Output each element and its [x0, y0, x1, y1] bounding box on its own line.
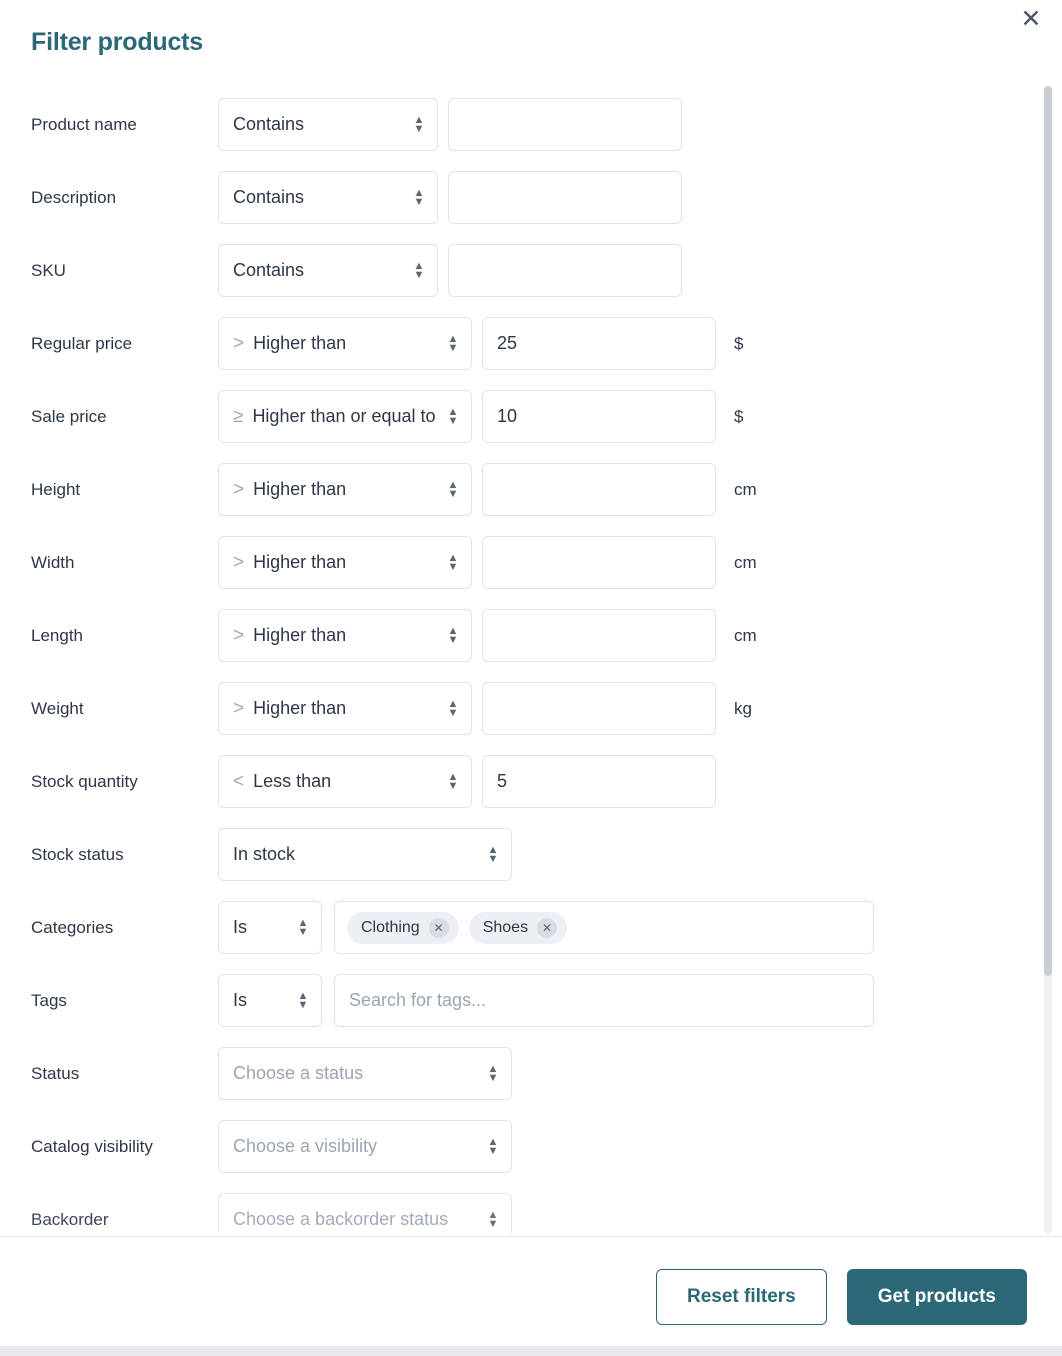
chip-category[interactable] [347, 912, 459, 944]
operator-value-weight: Higher than [253, 698, 347, 718]
label-categories: Categories [31, 917, 114, 937]
value-text-stock-quantity: 5 [497, 771, 508, 791]
value-input-length[interactable] [482, 609, 716, 662]
value-input-width[interactable] [482, 536, 716, 589]
operator-symbol-icon: > [233, 624, 245, 646]
operator-symbol-icon: > [233, 478, 245, 500]
chevron-updown-icon: ▲ ▼ [413, 259, 425, 281]
label-height: Height [31, 479, 81, 499]
label-weight: Weight [31, 698, 84, 718]
status-select[interactable] [218, 1047, 512, 1100]
dialog-footer [0, 1236, 1062, 1356]
chevron-updown-icon: ▲ ▼ [447, 405, 459, 427]
label-product-name: Product name [31, 114, 137, 134]
chip-category[interactable] [469, 912, 567, 944]
filter-rows [0, 80, 1062, 1233]
filter-row-status [0, 1037, 1062, 1110]
status-placeholder: Choose a status [233, 1063, 364, 1083]
scrollbar-thumb[interactable] [1044, 86, 1052, 976]
page-title: Filter products [31, 28, 204, 56]
operator-symbol-icon: > [233, 332, 245, 354]
close-icon[interactable]: ✕ [1016, 4, 1046, 34]
label-stock-quantity: Stock quantity [31, 771, 138, 791]
label-length: Length [31, 625, 83, 645]
operator-value-sku: Contains [233, 260, 305, 280]
label-sku: SKU [31, 260, 66, 280]
chevron-updown-icon: ▲ ▼ [487, 1062, 499, 1084]
label-catalog-visibility: Catalog visibility [31, 1136, 153, 1156]
operator-value-product-name: Contains [233, 114, 305, 134]
operator-symbol-icon: > [233, 551, 245, 573]
filter-row-categories [0, 891, 1062, 964]
value-input-height[interactable] [482, 463, 716, 516]
label-status: Status [31, 1063, 80, 1083]
operator-symbol-icon: < [233, 770, 245, 792]
operator-value-regular-price: Higher than [253, 333, 347, 353]
categories-chip-input[interactable] [334, 901, 874, 954]
unit-regular-price: $ [734, 333, 744, 353]
bottom-strip [0, 1346, 1062, 1356]
chip-label: Clothing [361, 918, 420, 936]
operator-value-height: Higher than [253, 479, 347, 499]
filter-row-regular-price [0, 307, 1062, 380]
filter-row-height [0, 453, 1062, 526]
label-tags: Tags [31, 990, 67, 1010]
filter-row-tags [0, 964, 1062, 1037]
value-text-regular-price: 25 [497, 333, 518, 353]
tags-search-input[interactable] [334, 974, 874, 1027]
chevron-updown-icon: ▲ ▼ [447, 697, 459, 719]
operator-select-sale-price[interactable] [218, 390, 472, 443]
operator-value-sale-price: Higher than or equal to [252, 406, 436, 426]
operator-select-length[interactable] [218, 609, 472, 662]
operator-value-length: Higher than [253, 625, 347, 645]
label-sale-price: Sale price [31, 406, 107, 426]
filter-row-sale-price [0, 380, 1062, 453]
tags-placeholder: Search for tags... [349, 990, 487, 1010]
value-text-sale-price: 10 [497, 406, 518, 426]
get-products-button[interactable]: Get products [847, 1269, 1027, 1325]
value-input-regular-price[interactable] [482, 317, 716, 370]
backorder-select[interactable] [218, 1193, 512, 1233]
chevron-updown-icon: ▲ ▼ [487, 1208, 499, 1230]
filter-row-stock-quantity [0, 745, 1062, 818]
chevron-updown-icon: ▲ ▼ [297, 916, 309, 938]
value-input-sale-price[interactable] [482, 390, 716, 443]
filter-row-backorder [0, 1183, 1062, 1233]
filter-row-product-name [0, 88, 1062, 161]
chevron-updown-icon: ▲ ▼ [487, 843, 499, 865]
filter-row-length [0, 599, 1062, 672]
filter-row-description [0, 161, 1062, 234]
label-stock-status: Stock status [31, 844, 124, 864]
operator-value-categories: Is [233, 917, 248, 937]
chevron-updown-icon: ▲ ▼ [447, 770, 459, 792]
value-input-stock-quantity[interactable] [482, 755, 716, 808]
catalog-visibility-placeholder: Choose a visibility [233, 1136, 378, 1156]
operator-select-regular-price[interactable] [218, 317, 472, 370]
filter-row-catalog-visibility [0, 1110, 1062, 1183]
stock-status-select[interactable] [218, 828, 512, 881]
operator-symbol-icon: ≥ [233, 405, 244, 427]
value-input-product-name[interactable] [448, 98, 682, 151]
operator-value-tags: Is [233, 990, 248, 1010]
operator-symbol-icon: > [233, 697, 245, 719]
operator-value-width: Higher than [253, 552, 347, 572]
backorder-placeholder: Choose a backorder status [233, 1209, 449, 1229]
operator-select-sku[interactable] [218, 244, 438, 297]
label-regular-price: Regular price [31, 333, 133, 353]
label-description: Description [31, 187, 117, 207]
reset-filters-button[interactable]: Reset filters [656, 1269, 827, 1325]
catalog-visibility-select[interactable] [218, 1120, 512, 1173]
filter-row-weight [0, 672, 1062, 745]
chip-remove-close-icon[interactable]: ✕ [429, 918, 449, 938]
chevron-updown-icon: ▲ ▼ [447, 332, 459, 354]
value-input-sku[interactable] [448, 244, 682, 297]
filter-row-width [0, 526, 1062, 599]
filter-row-sku [0, 234, 1062, 307]
value-input-weight[interactable] [482, 682, 716, 735]
unit-weight: kg [734, 698, 752, 718]
chip-label: Shoes [482, 918, 529, 936]
unit-width: cm [734, 552, 757, 572]
operator-value-stock-quantity: Less than [253, 771, 332, 791]
unit-height: cm [734, 479, 757, 499]
operator-select-height[interactable] [218, 463, 472, 516]
chevron-updown-icon: ▲ ▼ [447, 551, 459, 573]
chevron-updown-icon: ▲ ▼ [447, 478, 459, 500]
chevron-updown-icon: ▲ ▼ [413, 186, 425, 208]
chevron-updown-icon: ▲ ▼ [297, 989, 309, 1011]
label-backorder: Backorder [31, 1209, 109, 1229]
label-width: Width [31, 552, 75, 572]
operator-value-description: Contains [233, 187, 305, 207]
chip-remove-close-icon[interactable]: ✕ [537, 918, 557, 938]
operator-select-product-name[interactable] [218, 98, 438, 151]
chevron-updown-icon: ▲ ▼ [413, 113, 425, 135]
operator-select-description[interactable] [218, 171, 438, 224]
operator-select-weight[interactable] [218, 682, 472, 735]
scrollbar-track[interactable] [1044, 86, 1052, 1234]
unit-sale-price: $ [734, 406, 744, 426]
value-input-description[interactable] [448, 171, 682, 224]
stock-status-value: In stock [233, 844, 296, 864]
filter-row-stock-status [0, 818, 1062, 891]
unit-length: cm [734, 625, 757, 645]
operator-select-categories[interactable] [218, 901, 322, 954]
operator-select-stock-quantity[interactable] [218, 755, 472, 808]
chevron-updown-icon: ▲ ▼ [447, 624, 459, 646]
filter-form-scroll-area [0, 80, 1062, 1233]
operator-select-width[interactable] [218, 536, 472, 589]
operator-select-tags[interactable] [218, 974, 322, 1027]
chevron-updown-icon: ▲ ▼ [487, 1135, 499, 1157]
